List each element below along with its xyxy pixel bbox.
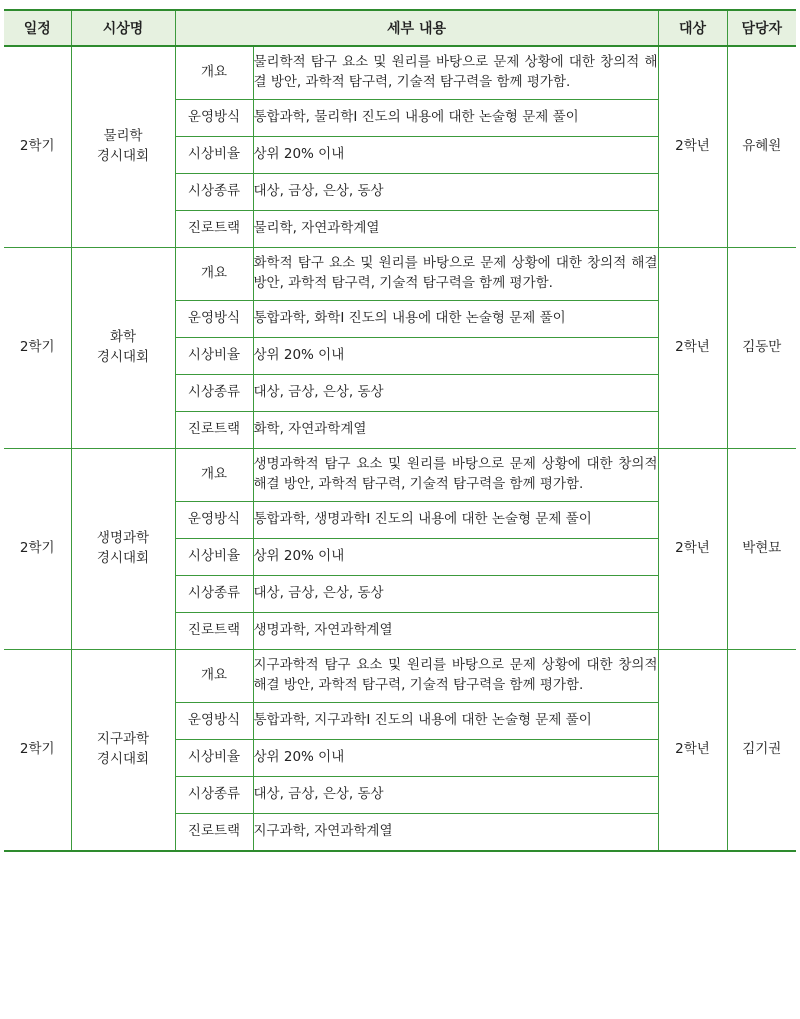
label-method: 운영방식 — [175, 502, 253, 539]
header-schedule: 일정 — [4, 10, 71, 46]
types-text: 대상, 금상, 은상, 동상 — [253, 777, 658, 814]
award-name-line2: 경시대회 — [96, 349, 150, 365]
label-overview: 개요 — [175, 449, 253, 502]
target-cell: 2학년 — [658, 449, 727, 650]
award-name-line2: 경시대회 — [96, 550, 150, 566]
method-text: 통합과학, 지구과학Ⅰ 진도의 내용에 대한 논술형 문제 풀이 — [253, 703, 658, 740]
overview-text: 생명과학적 탐구 요소 및 원리를 바탕으로 문제 상황에 대한 창의적 해결 방안, 과학적 탐구력, 기술적 탐구력을 함께 평가함. — [253, 449, 658, 502]
label-track: 진로트랙 — [175, 613, 253, 650]
label-overview: 개요 — [175, 650, 253, 703]
overview-text: 물리학적 탐구 요소 및 원리를 바탕으로 문제 상황에 대한 창의적 해결 방안, 과학적 탐구력, 기술적 탐구력을 함께 평가함. — [253, 46, 658, 100]
track-text: 생명과학, 자연과학계열 — [253, 613, 658, 650]
overview-text: 지구과학적 탐구 요소 및 원리를 바탕으로 문제 상황에 대한 창의적 해결 방안, 과학적 탐구력, 기술적 탐구력을 함께 평가함. — [253, 650, 658, 703]
manager-cell: 박현묘 — [727, 449, 796, 650]
label-ratio: 시상비율 — [175, 338, 253, 375]
label-track: 진로트랙 — [175, 814, 253, 852]
schedule-cell: 2학기 — [4, 248, 71, 449]
award-name-cell — [71, 46, 175, 248]
label-track: 진로트랙 — [175, 211, 253, 248]
types-text: 대상, 금상, 은상, 동상 — [253, 576, 658, 613]
schedule-cell: 2학기 — [4, 46, 71, 248]
label-ratio: 시상비율 — [175, 539, 253, 576]
award-name-cell — [71, 449, 175, 650]
ratio-text: 상위 20% 이내 — [253, 338, 658, 375]
label-ratio: 시상비율 — [175, 740, 253, 777]
ratio-text: 상위 20% 이내 — [253, 539, 658, 576]
track-text: 화학, 자연과학계열 — [253, 412, 658, 449]
award-name-line1: 화학 — [109, 329, 137, 346]
competition-chemistry — [4, 248, 796, 449]
label-method: 운영방식 — [175, 301, 253, 338]
method-text: 통합과학, 물리학Ⅰ 진도의 내용에 대한 논술형 문제 풀이 — [253, 100, 658, 137]
schedule-cell: 2학기 — [4, 650, 71, 852]
competition-table — [4, 9, 796, 852]
manager-cell: 김기권 — [727, 650, 796, 852]
header-target: 대상 — [658, 10, 727, 46]
label-method: 운영방식 — [175, 703, 253, 740]
label-types: 시상종류 — [175, 375, 253, 412]
track-text: 물리학, 자연과학계열 — [253, 211, 658, 248]
ratio-text: 상위 20% 이내 — [253, 137, 658, 174]
label-track: 진로트랙 — [175, 412, 253, 449]
award-name-line1: 물리학 — [103, 128, 143, 145]
award-name-line2: 경시대회 — [96, 751, 150, 767]
label-method: 운영방식 — [175, 100, 253, 137]
method-text: 통합과학, 생명과학Ⅰ 진도의 내용에 대한 논술형 문제 풀이 — [253, 502, 658, 539]
award-name-line2: 경시대회 — [96, 148, 150, 164]
label-overview: 개요 — [175, 248, 253, 301]
award-name-line1: 지구과학 — [96, 731, 150, 748]
overview-text: 화학적 탐구 요소 및 원리를 바탕으로 문제 상황에 대한 창의적 해결 방안, 과학적 탐구력, 기술적 탐구력을 함께 평가함. — [253, 248, 658, 301]
target-cell: 2학년 — [658, 248, 727, 449]
label-types: 시상종류 — [175, 174, 253, 211]
competition-physics — [4, 46, 796, 248]
types-text: 대상, 금상, 은상, 동상 — [253, 375, 658, 412]
schedule-cell: 2학기 — [4, 449, 71, 650]
ratio-text: 상위 20% 이내 — [253, 740, 658, 777]
manager-cell: 유혜원 — [727, 46, 796, 248]
header-award-name: 시상명 — [71, 10, 175, 46]
award-name-cell — [71, 650, 175, 852]
competition-life-science — [4, 449, 796, 650]
header-details: 세부 내용 — [175, 10, 658, 46]
label-types: 시상종류 — [175, 777, 253, 814]
label-types: 시상종류 — [175, 576, 253, 613]
header-manager: 담당자 — [727, 10, 796, 46]
award-name-line1: 생명과학 — [96, 530, 150, 547]
manager-cell: 김동만 — [727, 248, 796, 449]
label-overview: 개요 — [175, 46, 253, 100]
method-text: 통합과학, 화학Ⅰ 진도의 내용에 대한 논술형 문제 풀이 — [253, 301, 658, 338]
award-name-cell — [71, 248, 175, 449]
track-text: 지구과학, 자연과학계열 — [253, 814, 658, 852]
target-cell: 2학년 — [658, 46, 727, 248]
types-text: 대상, 금상, 은상, 동상 — [253, 174, 658, 211]
target-cell: 2학년 — [658, 650, 727, 852]
competition-earth-science — [4, 650, 796, 852]
label-ratio: 시상비율 — [175, 137, 253, 174]
table-header — [4, 10, 796, 46]
